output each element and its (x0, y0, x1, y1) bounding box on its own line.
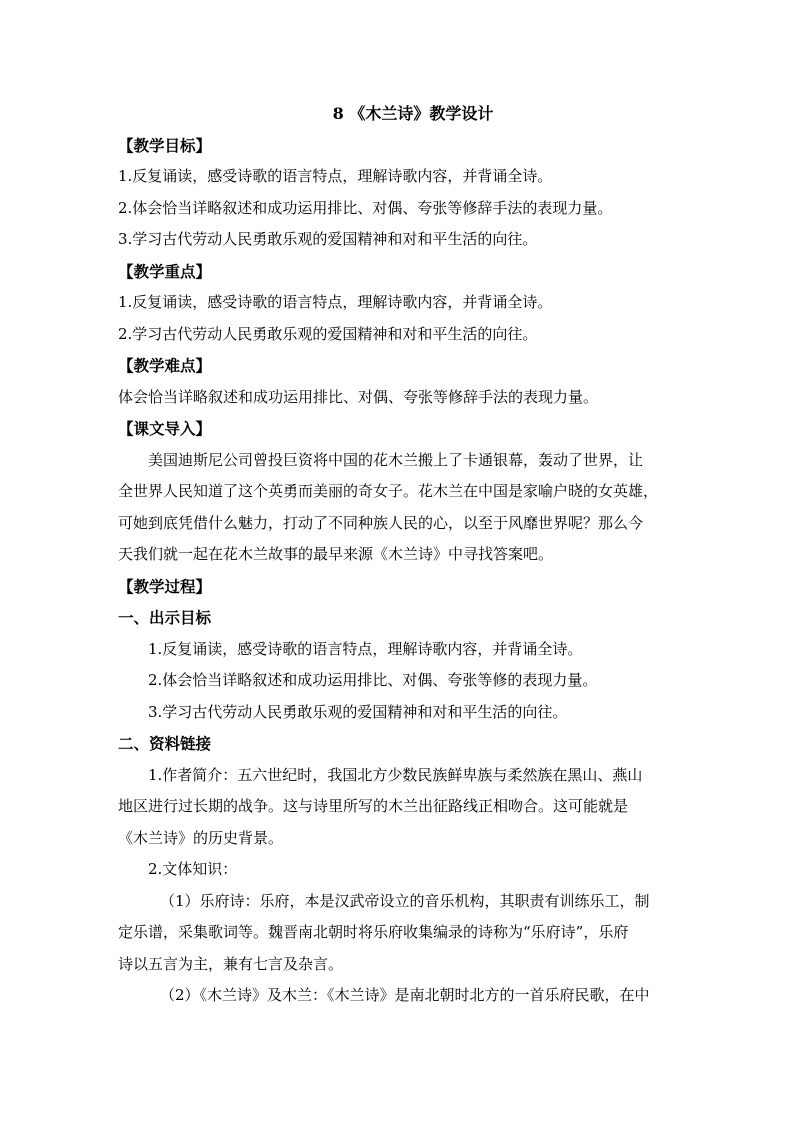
difficulty-item-1: 体会恰当详略叙述和成功运用排比、对偶、夸张等修辞手法的表现力量。 (118, 387, 599, 406)
yuefu-line-2: 定乐谱，采集歌词等。魏晋南北朝时将乐府收集编录的诗称为“乐府诗”，乐府 (118, 923, 629, 941)
author-intro-line-2: 地区进行过长期的战争。这与诗里所写的木兰出征路线正相吻合。这可能就是 (118, 797, 629, 815)
section-heading-difficulty: 【教学难点】 (118, 356, 212, 375)
goal-item-1: 1.反复诵读，感受诗歌的语言特点，理解诗歌内容，并背诵全诗。 (118, 167, 553, 185)
process-goal-item-3: 3.学习古代劳动人民勇敢乐观的爱国精神和对和平生活的向往。 (148, 702, 568, 721)
document-page (118, 98, 678, 1012)
process-goal-item-1: 1.反复诵读，感受诗歌的语言特点，理解诗歌内容，并背诵全诗。 (148, 639, 583, 658)
process-goal-item-2: 2.体会恰当详略叙述和成功运用排比、对偶、夸张等修的表现力量。 (148, 671, 598, 689)
section-heading-focus: 【教学重点】 (118, 261, 212, 281)
section-heading-process: 【教学过程】 (118, 576, 212, 596)
process-part1-heading: 一、出示目标 (118, 608, 212, 627)
author-intro-line-1: 1.作者简介：五六世纪时，我国北方少数民族鲜卑族与柔然族在黑山、燕山 (148, 765, 643, 784)
yuefu-line-3: 诗以五言为主，兼有七言及杂言。 (118, 954, 344, 973)
section-heading-goals: 【教学目标】 (118, 135, 212, 155)
author-intro-line-3: 《木兰诗》的历史背景。 (118, 828, 284, 847)
intro-line-2: 全世界人民知道了这个英勇而美丽的奇女子。花木兰在中国是家喻户晓的女英雄， (118, 482, 659, 500)
process-part2-heading: 二、资料链接 (118, 734, 212, 753)
mulan-poem-line-1: （2）《木兰诗》及木兰：《木兰诗》是南北朝时北方的一首乐府民歌，在中 (160, 986, 650, 1004)
intro-line-4: 天我们就一起在花木兰故事的最早来源《木兰诗》中寻找答案吧。 (118, 545, 554, 563)
genre-knowledge-label: 2.文体知识： (148, 860, 238, 878)
intro-line-3: 可她到底凭借什么魅力，打动了不同种族人民的心，以至于风靡世界呢？那么今 (118, 513, 644, 532)
document-title: 8 《木兰诗》教学设计 (332, 104, 494, 123)
section-heading-intro: 【课文导入】 (118, 419, 212, 438)
goal-item-3: 3.学习古代劳动人民勇敢乐观的爱国精神和对和平生活的向往。 (118, 230, 538, 248)
goal-item-2: 2.体会恰当详略叙述和成功运用排比、对偶、夸张等修辞手法的表现力量。 (118, 198, 613, 217)
focus-item-2: 2.学习古代劳动人民勇敢乐观的爱国精神和对和平生活的向往。 (118, 324, 538, 343)
yuefu-line-1: （1）乐府诗：乐府，本是汉武帝设立的音乐机构，其职责有训练乐工，制 (160, 891, 650, 910)
intro-line-1: 美国迪斯尼公司曾投巨资将中国的花木兰搬上了卡通银幕，轰动了世界，让 (148, 450, 644, 469)
focus-item-1: 1.反复诵读，感受诗歌的语言特点，理解诗歌内容，并背诵全诗。 (118, 293, 553, 311)
